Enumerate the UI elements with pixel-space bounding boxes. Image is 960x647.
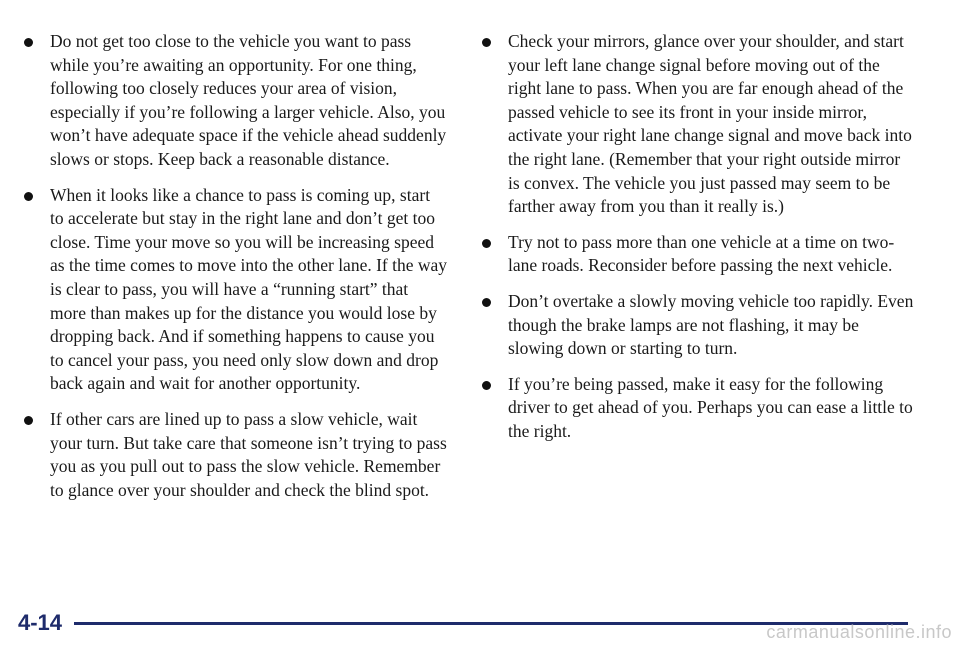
list-item <box>476 231 916 278</box>
watermark-text: carmanualsonline.info <box>766 622 952 642</box>
list-item <box>18 408 448 502</box>
bullet-icon <box>24 192 33 201</box>
list-item-text: Don’t overtake a slowly moving vehicle too rapidly. Even though the brake lamps are not flashing, it may be slowing down or starting to turn. <box>508 290 914 359</box>
bullet-icon <box>482 239 491 248</box>
list-item-text: Try not to pass more than one vehicle at a time on two-lane roads. Reconsider before passing the next vehicle. <box>508 231 895 276</box>
list-item <box>18 30 448 172</box>
right-column <box>476 30 916 456</box>
list-item <box>18 184 448 396</box>
bullet-icon <box>24 416 33 425</box>
list-item-text: Do not get too close to the vehicle you want to pass while you’re awaiting an opportunity. For one thing, following too closely reduces your area of vision, especially if you’re following a larger vehicle. Also, you won’t have adequate space if the vehicle ahead suddenly slows or stops. Keep back a reasonable distance. <box>50 31 447 169</box>
page-number: 4-14 <box>18 610 63 635</box>
left-column <box>18 30 448 514</box>
list-item-text: If you’re being passed, make it easy for the following driver to get ahead of you. Perhaps you can ease a little to the right. <box>508 373 913 441</box>
list-item-text: Check your mirrors, glance over your shoulder, and start your left lane change signal before moving out of the right lane to pass. When you are far enough ahead of the passed vehicle to see its front in your inside mirror, activate your right lane change signal and move back into the right lane. (Remember that your right outside mirror is convex. The vehicle you just passed may seem to be farther away from you than it really is.) <box>508 31 912 217</box>
list-item <box>476 30 916 219</box>
list-item <box>476 290 916 361</box>
list-item-text: If other cars are lined up to pass a slow vehicle, wait your turn. But take care that someone isn’t trying to pass you as you pull out to pass the slow vehicle. Remember to glance over your shoulder and check the blind spot. <box>50 408 447 500</box>
bullet-icon <box>482 38 491 47</box>
list-item-text: When it looks like a chance to pass is coming up, start to accelerate but stay in the right lane and don’t get too close. Time your move so you will be increasing speed as the time comes to move into the other lane. If the way is clear to pass, you will have a “running start” that more than makes up for the distance you would lose by dropping back. And if something happens to cause you to cancel your pass, you need only slow down and drop back again and wait for another opportunity. <box>50 184 448 394</box>
list-item <box>476 373 916 444</box>
bullet-icon <box>482 381 491 390</box>
bullet-icon <box>24 38 33 47</box>
bullet-icon <box>482 298 491 307</box>
